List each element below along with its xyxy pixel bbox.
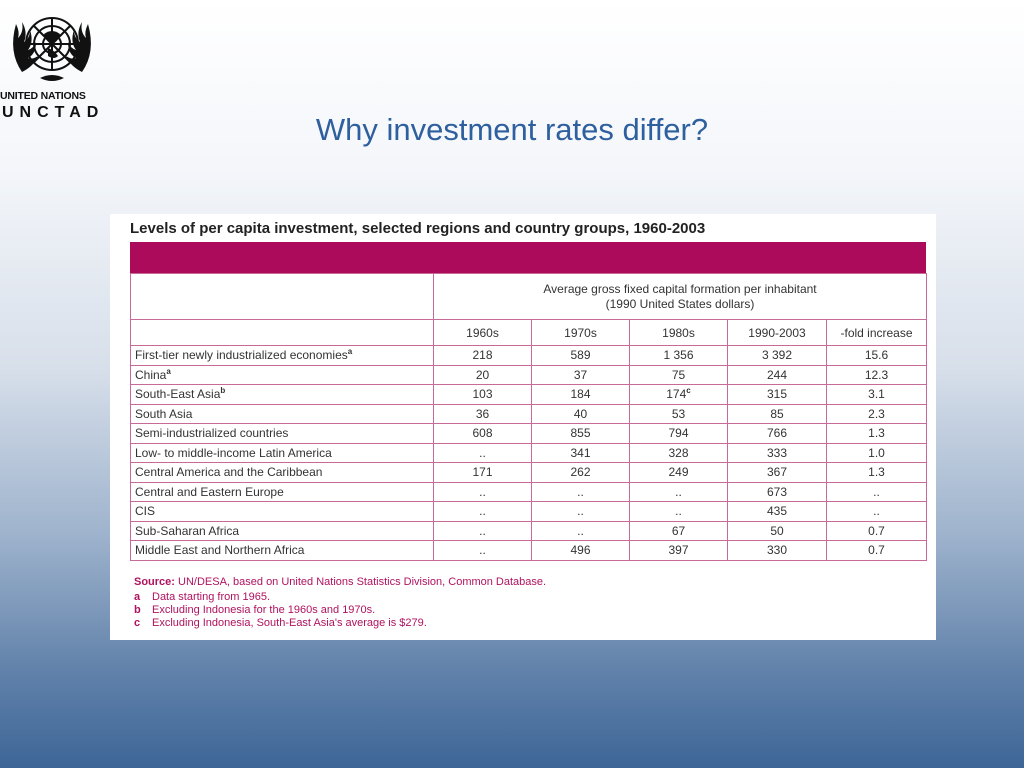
cell-value: 855 xyxy=(570,426,591,441)
table-row xyxy=(131,385,927,405)
cell-value: 3.1 xyxy=(868,387,885,402)
table-row xyxy=(131,404,927,424)
region-label: South Asia xyxy=(135,406,193,421)
cell-value: 608 xyxy=(472,426,493,441)
cell-value: 0.7 xyxy=(868,523,885,538)
region-cell xyxy=(131,541,434,561)
value-cell xyxy=(827,463,927,483)
value-cell xyxy=(434,346,532,366)
value-cell xyxy=(532,404,630,424)
value-cell xyxy=(728,346,827,366)
value-cell xyxy=(827,521,927,541)
region-cell xyxy=(131,365,434,385)
value-cell xyxy=(532,443,630,463)
value-cell xyxy=(827,502,927,522)
cell-value: 330 xyxy=(766,543,788,558)
table-row xyxy=(131,521,927,541)
footnote-text: Excluding Indonesia for the 1960s and 1970s. xyxy=(152,604,376,616)
region-label: Middle East and Northern Africa xyxy=(135,543,305,558)
cell-value: 103 xyxy=(472,387,493,402)
region-label: Sub-Saharan Africa xyxy=(135,523,240,538)
value-cell xyxy=(630,424,728,444)
cell-value: 333 xyxy=(766,445,788,460)
cell-value: .. xyxy=(873,484,880,499)
cell-value: .. xyxy=(479,504,486,519)
source-line xyxy=(134,576,546,588)
footnote-marker: b xyxy=(220,386,226,396)
table-group-header-row xyxy=(131,274,927,320)
value-cell xyxy=(434,443,532,463)
cell-value: .. xyxy=(675,504,682,519)
value-cell xyxy=(434,521,532,541)
value-cell xyxy=(532,482,630,502)
value-cell xyxy=(827,404,927,424)
cell-value: 1.0 xyxy=(868,445,885,460)
region-cell xyxy=(131,443,434,463)
value-cell xyxy=(630,346,728,366)
value-cell xyxy=(728,365,827,385)
value-cell xyxy=(728,482,827,502)
region-label: South-East Asia xyxy=(135,387,221,402)
region-cell xyxy=(131,346,434,366)
value-cell xyxy=(434,541,532,561)
footnote-list xyxy=(134,591,546,629)
cell-value: 171 xyxy=(472,465,493,480)
value-cell xyxy=(532,424,630,444)
value-cell xyxy=(532,541,630,561)
footnote-text: Excluding Indonesia, South-East Asia's average is $279. xyxy=(152,617,427,629)
region-label: Central and Eastern Europe xyxy=(135,484,284,499)
table-row xyxy=(131,541,927,561)
investment-table xyxy=(130,273,927,561)
cell-value: 794 xyxy=(668,426,689,441)
cell-value: 218 xyxy=(472,348,493,363)
cell-value: 249 xyxy=(668,465,689,480)
footnote-mark: b xyxy=(134,604,141,616)
source-text: UN/DESA, based on United Nations Statistics Division, Common Database. xyxy=(178,576,547,588)
cell-value: 15.6 xyxy=(864,348,889,363)
cell-value: 589 xyxy=(570,348,591,363)
table-row xyxy=(131,502,927,522)
cell-value: 50 xyxy=(770,523,784,538)
footnote-item xyxy=(134,604,546,616)
value-cell xyxy=(827,424,927,444)
table-column-header-row xyxy=(131,320,927,346)
value-cell xyxy=(532,463,630,483)
unctad-logo-text: UNCTAD xyxy=(2,104,105,121)
region-label: CIS xyxy=(135,504,156,519)
cell-value: 1 356 xyxy=(663,348,694,363)
value-cell xyxy=(532,521,630,541)
value-cell xyxy=(630,482,728,502)
value-cell xyxy=(827,365,927,385)
column-header: 1990-2003 xyxy=(728,320,827,346)
value-cell xyxy=(728,463,827,483)
cell-value: 367 xyxy=(766,465,788,480)
cell-value: .. xyxy=(577,504,584,519)
column-header: -fold increase xyxy=(827,320,927,346)
cell-value: 244 xyxy=(766,367,788,382)
value-cell xyxy=(532,385,630,405)
footnote-marker: c xyxy=(686,386,691,396)
value-cell xyxy=(532,365,630,385)
cell-value: 1.3 xyxy=(868,426,885,441)
slide-title: Why investment rates differ? xyxy=(315,112,709,147)
cell-value: 67 xyxy=(671,523,686,538)
cell-value: .. xyxy=(577,523,584,538)
table-row xyxy=(131,482,927,502)
cell-value: 328 xyxy=(668,445,689,460)
cell-value: 20 xyxy=(475,367,490,382)
value-cell xyxy=(728,404,827,424)
table-row xyxy=(131,443,927,463)
table-row xyxy=(131,463,927,483)
value-cell xyxy=(728,502,827,522)
source-label: Source: xyxy=(134,576,175,588)
header-empty-cell xyxy=(131,320,434,346)
un-emblem-icon xyxy=(4,2,100,90)
footnote-item xyxy=(134,591,546,603)
region-label: China xyxy=(135,367,167,382)
region-cell xyxy=(131,424,434,444)
group-header-line1: Average gross fixed capital formation per inhabitant xyxy=(543,281,817,296)
region-cell xyxy=(131,385,434,405)
cell-value: .. xyxy=(873,504,880,519)
group-header-cell xyxy=(434,274,927,320)
region-cell xyxy=(131,502,434,522)
value-cell xyxy=(827,346,927,366)
table-caption: Levels of per capita investment, selected regions and country groups, 1960-2003 xyxy=(130,220,706,237)
region-label: First-tier newly industrialized economies xyxy=(135,348,348,363)
group-header-line2: (1990 United States dollars) xyxy=(605,296,755,311)
value-cell xyxy=(630,521,728,541)
cell-value: .. xyxy=(479,543,486,558)
region-label: Semi-industrialized countries xyxy=(135,426,289,441)
table-header-bar xyxy=(130,242,926,273)
cell-value: 766 xyxy=(766,426,788,441)
value-cell xyxy=(434,365,532,385)
region-cell xyxy=(131,521,434,541)
region-label: Central America and the Caribbean xyxy=(135,465,323,480)
value-cell xyxy=(630,541,728,561)
cell-value: 341 xyxy=(570,445,591,460)
cell-value: 1.3 xyxy=(868,465,885,480)
value-cell xyxy=(827,443,927,463)
footnote-marker: a xyxy=(347,347,353,357)
cell-value: 37 xyxy=(573,367,588,382)
cell-value: 397 xyxy=(668,543,689,558)
value-cell xyxy=(434,482,532,502)
value-cell xyxy=(827,482,927,502)
value-cell xyxy=(827,385,927,405)
footnote-mark: a xyxy=(134,591,141,603)
header-empty-cell xyxy=(131,274,434,320)
cell-value: 40 xyxy=(573,406,588,421)
value-cell xyxy=(728,541,827,561)
value-cell xyxy=(630,365,728,385)
footnote-item xyxy=(134,617,546,629)
value-cell xyxy=(728,521,827,541)
footnote-marker: a xyxy=(166,366,171,376)
region-cell xyxy=(131,404,434,424)
cell-value: 85 xyxy=(770,406,784,421)
cell-value: .. xyxy=(479,523,486,538)
value-cell xyxy=(630,502,728,522)
cell-value: 315 xyxy=(766,387,788,402)
cell-value: 435 xyxy=(766,504,788,519)
cell-value: 174 xyxy=(666,387,687,402)
cell-value: 2.3 xyxy=(868,406,885,421)
cell-value: 3 392 xyxy=(761,348,793,363)
cell-value: 53 xyxy=(671,406,686,421)
cell-value: .. xyxy=(577,484,584,499)
cell-value: .. xyxy=(479,484,486,499)
column-header: 1980s xyxy=(630,320,728,346)
cell-value: .. xyxy=(675,484,682,499)
value-cell xyxy=(434,463,532,483)
column-header: 1960s xyxy=(434,320,532,346)
value-cell xyxy=(728,385,827,405)
cell-value: 496 xyxy=(570,543,591,558)
table-notes xyxy=(134,576,546,629)
cell-value: .. xyxy=(479,445,486,460)
value-cell xyxy=(827,541,927,561)
value-cell xyxy=(532,502,630,522)
value-cell xyxy=(728,424,827,444)
un-logo-text: UNITED NATIONS xyxy=(0,90,86,102)
table-row xyxy=(131,424,927,444)
cell-value: 12.3 xyxy=(864,367,889,382)
value-cell xyxy=(728,443,827,463)
cell-value: 184 xyxy=(570,387,591,402)
footnote-text: Data starting from 1965. xyxy=(152,591,271,603)
value-cell xyxy=(630,463,728,483)
region-label: Low- to middle-income Latin America xyxy=(135,445,332,460)
footnote-mark: c xyxy=(134,617,141,629)
region-cell xyxy=(131,482,434,502)
value-cell xyxy=(630,443,728,463)
cell-value: 0.7 xyxy=(868,543,885,558)
un-unctad-logo xyxy=(0,0,104,124)
value-cell xyxy=(630,385,728,405)
cell-value: 262 xyxy=(570,465,591,480)
value-cell xyxy=(434,502,532,522)
column-header: 1970s xyxy=(532,320,630,346)
region-cell xyxy=(131,463,434,483)
value-cell xyxy=(434,385,532,405)
table-row xyxy=(131,346,927,366)
cell-value: 75 xyxy=(671,367,686,382)
table-row xyxy=(131,365,927,385)
value-cell xyxy=(434,424,532,444)
cell-value: 36 xyxy=(475,406,490,421)
cell-value: 673 xyxy=(766,484,788,499)
value-cell xyxy=(434,404,532,424)
value-cell xyxy=(630,404,728,424)
table-panel xyxy=(110,214,936,640)
value-cell xyxy=(532,346,630,366)
